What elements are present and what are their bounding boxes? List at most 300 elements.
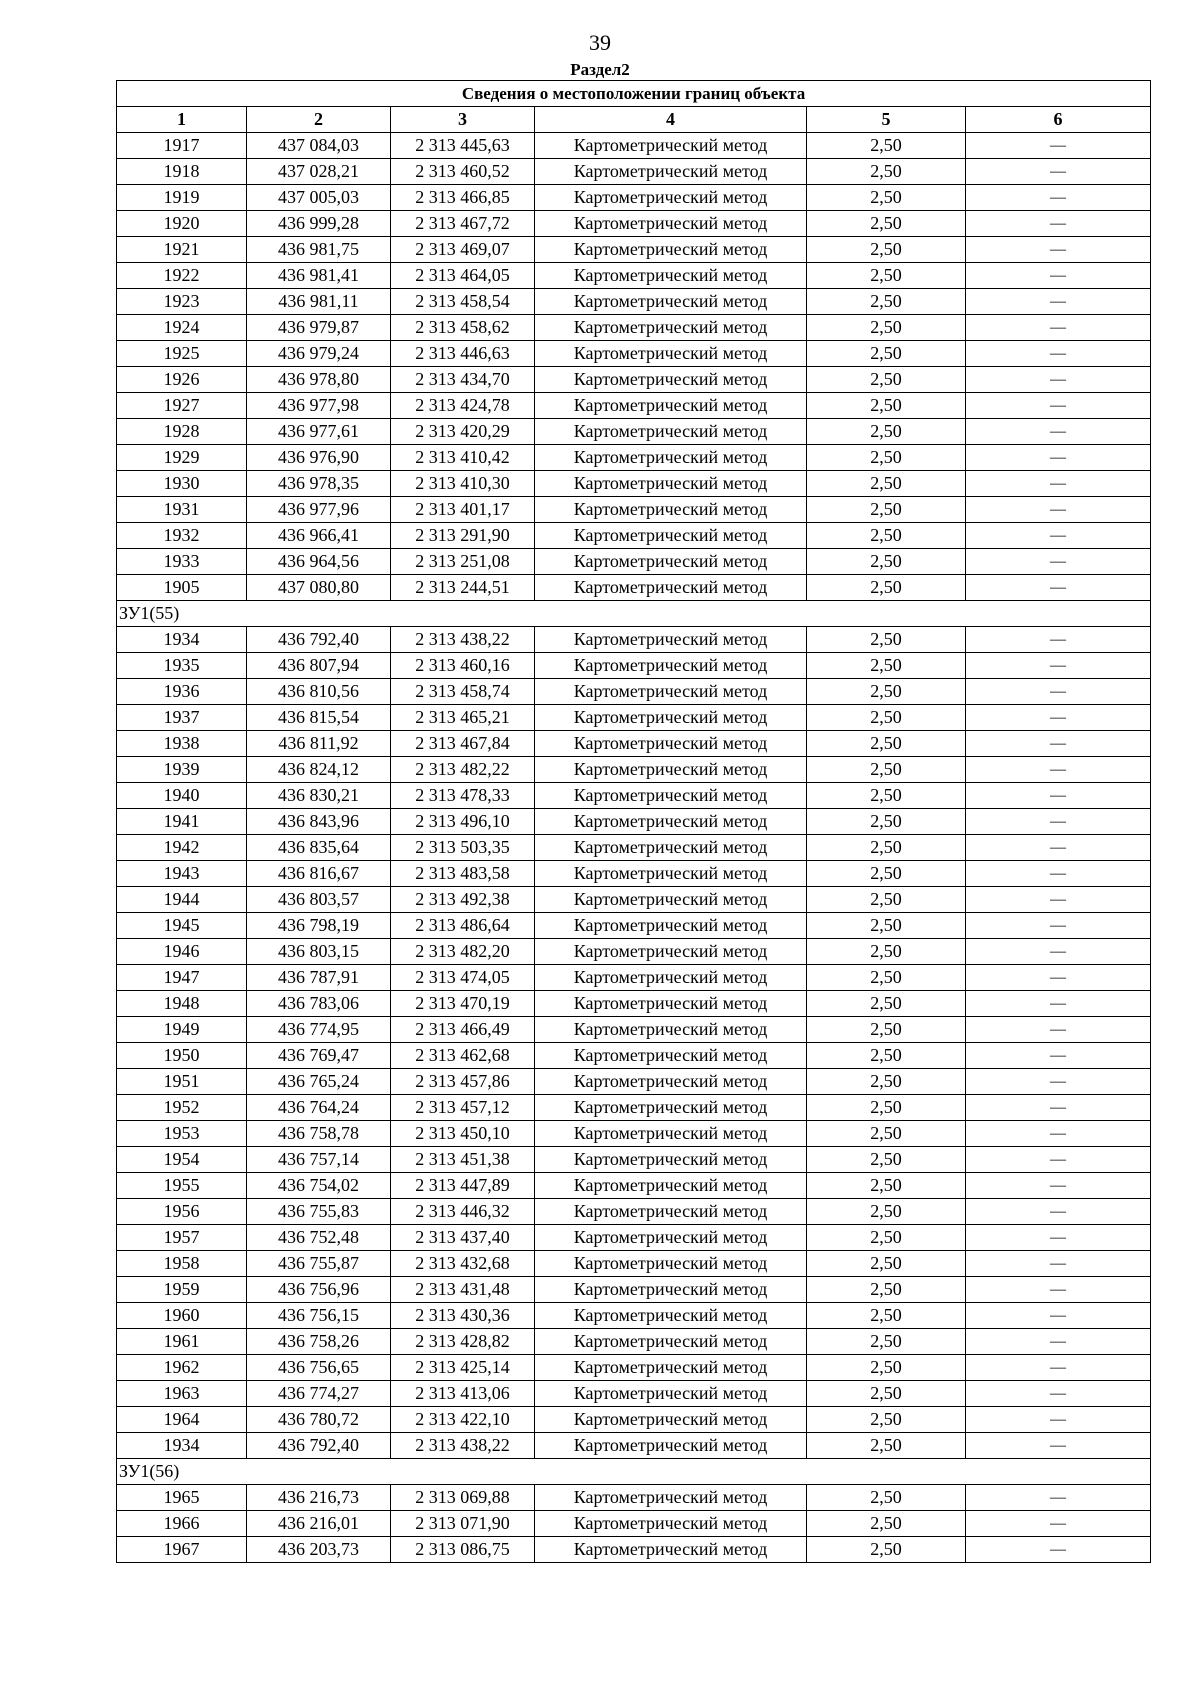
description-cell: —	[966, 887, 1151, 913]
point-number-cell: 1924	[117, 315, 247, 341]
coordinate-y-cell: 2 313 458,74	[391, 679, 535, 705]
coordinate-x-cell: 436 981,75	[247, 237, 391, 263]
point-number-cell: 1965	[117, 1485, 247, 1511]
description-cell: —	[966, 341, 1151, 367]
coordinate-x-cell: 436 976,90	[247, 445, 391, 471]
table-row	[117, 653, 1151, 679]
accuracy-cell: 2,50	[807, 1251, 966, 1277]
point-number-cell: 1918	[117, 159, 247, 185]
method-cell: Картометрический метод	[535, 1225, 807, 1251]
point-number-cell: 1917	[117, 133, 247, 159]
accuracy-cell: 2,50	[807, 185, 966, 211]
method-cell: Картометрический метод	[535, 627, 807, 653]
coordinate-x-cell: 437 080,80	[247, 575, 391, 601]
coordinate-x-cell: 436 835,64	[247, 835, 391, 861]
table-row	[117, 185, 1151, 211]
table-caption: Сведения о местоположении границ объекта	[117, 81, 1151, 107]
accuracy-cell: 2,50	[807, 367, 966, 393]
group-header-row	[117, 1459, 1151, 1485]
coordinate-x-cell: 436 979,24	[247, 341, 391, 367]
description-cell: —	[966, 1121, 1151, 1147]
description-cell: —	[966, 1329, 1151, 1355]
accuracy-cell: 2,50	[807, 1225, 966, 1251]
accuracy-cell: 2,50	[807, 393, 966, 419]
coordinate-x-cell: 436 978,35	[247, 471, 391, 497]
accuracy-cell: 2,50	[807, 211, 966, 237]
accuracy-cell: 2,50	[807, 1355, 966, 1381]
coordinate-x-cell: 436 815,54	[247, 705, 391, 731]
description-cell: —	[966, 289, 1151, 315]
accuracy-cell: 2,50	[807, 133, 966, 159]
coordinate-y-cell: 2 313 438,22	[391, 627, 535, 653]
point-number-cell: 1932	[117, 523, 247, 549]
description-cell: —	[966, 211, 1151, 237]
accuracy-cell: 2,50	[807, 1095, 966, 1121]
method-cell: Картометрический метод	[535, 1329, 807, 1355]
point-number-cell: 1935	[117, 653, 247, 679]
description-cell: —	[966, 835, 1151, 861]
group-header-row	[117, 601, 1151, 627]
accuracy-cell: 2,50	[807, 315, 966, 341]
coordinate-y-cell: 2 313 482,20	[391, 939, 535, 965]
accuracy-cell: 2,50	[807, 1537, 966, 1563]
table-row	[117, 263, 1151, 289]
page-number: 39	[589, 30, 611, 55]
method-cell: Картометрический метод	[535, 809, 807, 835]
column-number: 1	[117, 107, 247, 133]
coordinate-x-cell: 437 005,03	[247, 185, 391, 211]
coordinate-x-cell: 436 787,91	[247, 965, 391, 991]
point-number-cell: 1946	[117, 939, 247, 965]
coordinate-x-cell: 436 810,56	[247, 679, 391, 705]
point-number-cell: 1949	[117, 1017, 247, 1043]
point-number-cell: 1952	[117, 1095, 247, 1121]
description-cell: —	[966, 185, 1151, 211]
accuracy-cell: 2,50	[807, 523, 966, 549]
table-row	[117, 913, 1151, 939]
coordinate-x-cell: 436 774,27	[247, 1381, 391, 1407]
description-cell: —	[966, 1225, 1151, 1251]
coordinate-y-cell: 2 313 420,29	[391, 419, 535, 445]
accuracy-cell: 2,50	[807, 705, 966, 731]
description-cell: —	[966, 1537, 1151, 1563]
coordinate-y-cell: 2 313 410,42	[391, 445, 535, 471]
coordinate-x-cell: 436 843,96	[247, 809, 391, 835]
table-row	[117, 965, 1151, 991]
table-row	[117, 1043, 1151, 1069]
description-cell: —	[966, 861, 1151, 887]
coordinate-x-cell: 436 824,12	[247, 757, 391, 783]
coordinate-y-cell: 2 313 438,22	[391, 1433, 535, 1459]
table-row	[117, 835, 1151, 861]
coordinate-y-cell: 2 313 437,40	[391, 1225, 535, 1251]
point-number-cell: 1962	[117, 1355, 247, 1381]
point-number-cell: 1942	[117, 835, 247, 861]
point-number-cell: 1934	[117, 1433, 247, 1459]
accuracy-cell: 2,50	[807, 1381, 966, 1407]
method-cell: Картометрический метод	[535, 549, 807, 575]
table-row	[117, 1173, 1151, 1199]
coordinate-y-cell: 2 313 244,51	[391, 575, 535, 601]
accuracy-cell: 2,50	[807, 913, 966, 939]
coordinate-y-cell: 2 313 469,07	[391, 237, 535, 263]
description-cell: —	[966, 575, 1151, 601]
method-cell: Картометрический метод	[535, 575, 807, 601]
accuracy-cell: 2,50	[807, 237, 966, 263]
point-number-cell: 1947	[117, 965, 247, 991]
description-cell: —	[966, 419, 1151, 445]
coordinate-y-cell: 2 313 413,06	[391, 1381, 535, 1407]
method-cell: Картометрический метод	[535, 237, 807, 263]
point-number-cell: 1951	[117, 1069, 247, 1095]
point-number-cell: 1958	[117, 1251, 247, 1277]
method-cell: Картометрический метод	[535, 679, 807, 705]
coordinate-y-cell: 2 313 434,70	[391, 367, 535, 393]
coordinate-y-cell: 2 313 069,88	[391, 1485, 535, 1511]
table-row	[117, 315, 1151, 341]
coordinate-x-cell: 436 765,24	[247, 1069, 391, 1095]
group-label: ЗУ1(56)	[117, 1459, 1151, 1485]
boundary-coordinates-table	[116, 80, 1151, 1563]
accuracy-cell: 2,50	[807, 419, 966, 445]
description-cell: —	[966, 809, 1151, 835]
coordinate-y-cell: 2 313 458,54	[391, 289, 535, 315]
coordinate-y-cell: 2 313 445,63	[391, 133, 535, 159]
description-cell: —	[966, 393, 1151, 419]
column-number: 6	[966, 107, 1151, 133]
accuracy-cell: 2,50	[807, 809, 966, 835]
coordinate-x-cell: 436 764,24	[247, 1095, 391, 1121]
coordinate-y-cell: 2 313 428,82	[391, 1329, 535, 1355]
description-cell: —	[966, 315, 1151, 341]
description-cell: —	[966, 1511, 1151, 1537]
accuracy-cell: 2,50	[807, 1511, 966, 1537]
point-number-cell: 1955	[117, 1173, 247, 1199]
point-number-cell: 1956	[117, 1199, 247, 1225]
method-cell: Картометрический метод	[535, 1043, 807, 1069]
point-number-cell: 1941	[117, 809, 247, 835]
description-cell: —	[966, 705, 1151, 731]
accuracy-cell: 2,50	[807, 757, 966, 783]
coordinate-x-cell: 436 977,61	[247, 419, 391, 445]
accuracy-cell: 2,50	[807, 783, 966, 809]
coordinate-y-cell: 2 313 470,19	[391, 991, 535, 1017]
point-number-cell: 1925	[117, 341, 247, 367]
table-row	[117, 809, 1151, 835]
table-row	[117, 211, 1151, 237]
accuracy-cell: 2,50	[807, 991, 966, 1017]
point-number-cell: 1922	[117, 263, 247, 289]
coordinate-y-cell: 2 313 462,68	[391, 1043, 535, 1069]
coordinate-x-cell: 436 758,78	[247, 1121, 391, 1147]
description-cell: —	[966, 159, 1151, 185]
coordinate-x-cell: 436 977,96	[247, 497, 391, 523]
coordinate-x-cell: 436 966,41	[247, 523, 391, 549]
coordinate-y-cell: 2 313 086,75	[391, 1537, 535, 1563]
description-cell: —	[966, 523, 1151, 549]
table-row	[117, 861, 1151, 887]
description-cell: —	[966, 367, 1151, 393]
accuracy-cell: 2,50	[807, 1277, 966, 1303]
coordinate-x-cell: 436 756,15	[247, 1303, 391, 1329]
method-cell: Картометрический метод	[535, 289, 807, 315]
table-row	[117, 1303, 1151, 1329]
table-row	[117, 731, 1151, 757]
table-row	[117, 289, 1151, 315]
method-cell: Картометрический метод	[535, 211, 807, 237]
point-number-cell: 1923	[117, 289, 247, 315]
coordinate-y-cell: 2 313 460,16	[391, 653, 535, 679]
method-cell: Картометрический метод	[535, 263, 807, 289]
accuracy-cell: 2,50	[807, 159, 966, 185]
accuracy-cell: 2,50	[807, 1407, 966, 1433]
accuracy-cell: 2,50	[807, 1329, 966, 1355]
coordinate-y-cell: 2 313 466,49	[391, 1017, 535, 1043]
coordinate-x-cell: 436 758,26	[247, 1329, 391, 1355]
coordinate-y-cell: 2 313 486,64	[391, 913, 535, 939]
description-cell: —	[966, 1147, 1151, 1173]
table-row	[117, 679, 1151, 705]
description-cell: —	[966, 1173, 1151, 1199]
coordinate-x-cell: 436 203,73	[247, 1537, 391, 1563]
table-row	[117, 419, 1151, 445]
accuracy-cell: 2,50	[807, 549, 966, 575]
coordinate-y-cell: 2 313 457,12	[391, 1095, 535, 1121]
point-number-cell: 1905	[117, 575, 247, 601]
accuracy-cell: 2,50	[807, 1069, 966, 1095]
table-row	[117, 575, 1151, 601]
group-label: ЗУ1(55)	[117, 601, 1151, 627]
accuracy-cell: 2,50	[807, 445, 966, 471]
table-row	[117, 1251, 1151, 1277]
accuracy-cell: 2,50	[807, 497, 966, 523]
coordinate-y-cell: 2 313 466,85	[391, 185, 535, 211]
description-cell: —	[966, 991, 1151, 1017]
accuracy-cell: 2,50	[807, 471, 966, 497]
table-row	[117, 1225, 1151, 1251]
description-cell: —	[966, 1199, 1151, 1225]
accuracy-cell: 2,50	[807, 679, 966, 705]
table-body	[117, 81, 1151, 1563]
method-cell: Картометрический метод	[535, 991, 807, 1017]
description-cell: —	[966, 679, 1151, 705]
coordinate-x-cell: 437 084,03	[247, 133, 391, 159]
description-cell: —	[966, 1277, 1151, 1303]
method-cell: Картометрический метод	[535, 705, 807, 731]
method-cell: Картометрический метод	[535, 497, 807, 523]
method-cell: Картометрический метод	[535, 835, 807, 861]
method-cell: Картометрический метод	[535, 1069, 807, 1095]
coordinate-x-cell: 436 999,28	[247, 211, 391, 237]
method-cell: Картометрический метод	[535, 1511, 807, 1537]
method-cell: Картометрический метод	[535, 341, 807, 367]
method-cell: Картометрический метод	[535, 367, 807, 393]
description-cell: —	[966, 965, 1151, 991]
method-cell: Картометрический метод	[535, 731, 807, 757]
point-number-cell: 1929	[117, 445, 247, 471]
description-cell: —	[966, 1043, 1151, 1069]
coordinate-x-cell: 436 783,06	[247, 991, 391, 1017]
table-row	[117, 1121, 1151, 1147]
method-cell: Картометрический метод	[535, 1433, 807, 1459]
table-caption-row	[117, 81, 1151, 107]
description-cell: —	[966, 133, 1151, 159]
coordinate-x-cell: 436 792,40	[247, 1433, 391, 1459]
accuracy-cell: 2,50	[807, 1147, 966, 1173]
description-cell: —	[966, 913, 1151, 939]
method-cell: Картометрический метод	[535, 653, 807, 679]
description-cell: —	[966, 1017, 1151, 1043]
method-cell: Картометрический метод	[535, 159, 807, 185]
column-number: 3	[391, 107, 535, 133]
coordinate-y-cell: 2 313 422,10	[391, 1407, 535, 1433]
description-cell: —	[966, 783, 1151, 809]
table-row	[117, 367, 1151, 393]
description-cell: —	[966, 1069, 1151, 1095]
coordinate-y-cell: 2 313 467,72	[391, 211, 535, 237]
method-cell: Картометрический метод	[535, 1121, 807, 1147]
coordinate-y-cell: 2 313 457,86	[391, 1069, 535, 1095]
accuracy-cell: 2,50	[807, 939, 966, 965]
method-cell: Картометрический метод	[535, 1303, 807, 1329]
method-cell: Картометрический метод	[535, 419, 807, 445]
accuracy-cell: 2,50	[807, 1485, 966, 1511]
table-row	[117, 1329, 1151, 1355]
table-row	[117, 887, 1151, 913]
description-cell: —	[966, 1303, 1151, 1329]
method-cell: Картометрический метод	[535, 757, 807, 783]
method-cell: Картометрический метод	[535, 1017, 807, 1043]
method-cell: Картометрический метод	[535, 861, 807, 887]
table-row	[117, 627, 1151, 653]
description-cell: —	[966, 1355, 1151, 1381]
description-cell: —	[966, 471, 1151, 497]
point-number-cell: 1920	[117, 211, 247, 237]
table-row	[117, 341, 1151, 367]
accuracy-cell: 2,50	[807, 1121, 966, 1147]
coordinate-x-cell: 436 757,14	[247, 1147, 391, 1173]
coordinate-y-cell: 2 313 291,90	[391, 523, 535, 549]
point-number-cell: 1966	[117, 1511, 247, 1537]
table-row	[117, 991, 1151, 1017]
column-number: 2	[247, 107, 391, 133]
point-number-cell: 1950	[117, 1043, 247, 1069]
accuracy-cell: 2,50	[807, 861, 966, 887]
accuracy-cell: 2,50	[807, 627, 966, 653]
coordinate-y-cell: 2 313 483,58	[391, 861, 535, 887]
coordinate-y-cell: 2 313 478,33	[391, 783, 535, 809]
table-row	[117, 1355, 1151, 1381]
point-number-cell: 1933	[117, 549, 247, 575]
method-cell: Картометрический метод	[535, 1381, 807, 1407]
description-cell: —	[966, 1095, 1151, 1121]
method-cell: Картометрический метод	[535, 1277, 807, 1303]
method-cell: Картометрический метод	[535, 913, 807, 939]
point-number-cell: 1928	[117, 419, 247, 445]
accuracy-cell: 2,50	[807, 835, 966, 861]
coordinate-y-cell: 2 313 451,38	[391, 1147, 535, 1173]
coordinate-x-cell: 436 756,65	[247, 1355, 391, 1381]
description-cell: —	[966, 1381, 1151, 1407]
description-cell: —	[966, 731, 1151, 757]
coordinate-x-cell: 436 780,72	[247, 1407, 391, 1433]
table-row	[117, 1147, 1151, 1173]
coordinate-y-cell: 2 313 467,84	[391, 731, 535, 757]
table-row	[117, 1199, 1151, 1225]
coordinate-x-cell: 436 979,87	[247, 315, 391, 341]
coordinate-x-cell: 436 978,80	[247, 367, 391, 393]
coordinate-x-cell: 436 216,73	[247, 1485, 391, 1511]
coordinate-y-cell: 2 313 503,35	[391, 835, 535, 861]
coordinate-x-cell: 436 977,98	[247, 393, 391, 419]
coordinate-y-cell: 2 313 458,62	[391, 315, 535, 341]
table-row	[117, 159, 1151, 185]
accuracy-cell: 2,50	[807, 731, 966, 757]
accuracy-cell: 2,50	[807, 1173, 966, 1199]
column-number: 5	[807, 107, 966, 133]
coordinate-y-cell: 2 313 251,08	[391, 549, 535, 575]
accuracy-cell: 2,50	[807, 1433, 966, 1459]
method-cell: Картометрический метод	[535, 185, 807, 211]
accuracy-cell: 2,50	[807, 887, 966, 913]
coordinate-x-cell: 436 964,56	[247, 549, 391, 575]
coordinate-x-cell: 436 774,95	[247, 1017, 391, 1043]
point-number-cell: 1964	[117, 1407, 247, 1433]
method-cell: Картометрический метод	[535, 315, 807, 341]
description-cell: —	[966, 653, 1151, 679]
accuracy-cell: 2,50	[807, 575, 966, 601]
table-row	[117, 549, 1151, 575]
coordinate-y-cell: 2 313 425,14	[391, 1355, 535, 1381]
point-number-cell: 1945	[117, 913, 247, 939]
coordinate-x-cell: 436 981,41	[247, 263, 391, 289]
point-number-cell: 1948	[117, 991, 247, 1017]
table-row	[117, 783, 1151, 809]
method-cell: Картометрический метод	[535, 1251, 807, 1277]
accuracy-cell: 2,50	[807, 289, 966, 315]
description-cell: —	[966, 263, 1151, 289]
coordinate-x-cell: 436 811,92	[247, 731, 391, 757]
method-cell: Картометрический метод	[535, 1147, 807, 1173]
point-number-cell: 1919	[117, 185, 247, 211]
coordinate-x-cell: 436 752,48	[247, 1225, 391, 1251]
point-number-cell: 1953	[117, 1121, 247, 1147]
coordinate-y-cell: 2 313 431,48	[391, 1277, 535, 1303]
accuracy-cell: 2,50	[807, 1199, 966, 1225]
point-number-cell: 1940	[117, 783, 247, 809]
coordinate-y-cell: 2 313 474,05	[391, 965, 535, 991]
method-cell: Картометрический метод	[535, 1485, 807, 1511]
coordinate-y-cell: 2 313 432,68	[391, 1251, 535, 1277]
method-cell: Картометрический метод	[535, 1407, 807, 1433]
method-cell: Картометрический метод	[535, 939, 807, 965]
description-cell: —	[966, 757, 1151, 783]
point-number-cell: 1960	[117, 1303, 247, 1329]
description-cell: —	[966, 1407, 1151, 1433]
table-row	[117, 237, 1151, 263]
accuracy-cell: 2,50	[807, 263, 966, 289]
table-row	[117, 705, 1151, 731]
table-row	[117, 497, 1151, 523]
point-number-cell: 1959	[117, 1277, 247, 1303]
table-row	[117, 393, 1151, 419]
description-cell: —	[966, 445, 1151, 471]
table-row	[117, 1069, 1151, 1095]
point-number-cell: 1926	[117, 367, 247, 393]
section-label: Раздел2	[570, 60, 630, 79]
table-row	[117, 471, 1151, 497]
method-cell: Картометрический метод	[535, 523, 807, 549]
